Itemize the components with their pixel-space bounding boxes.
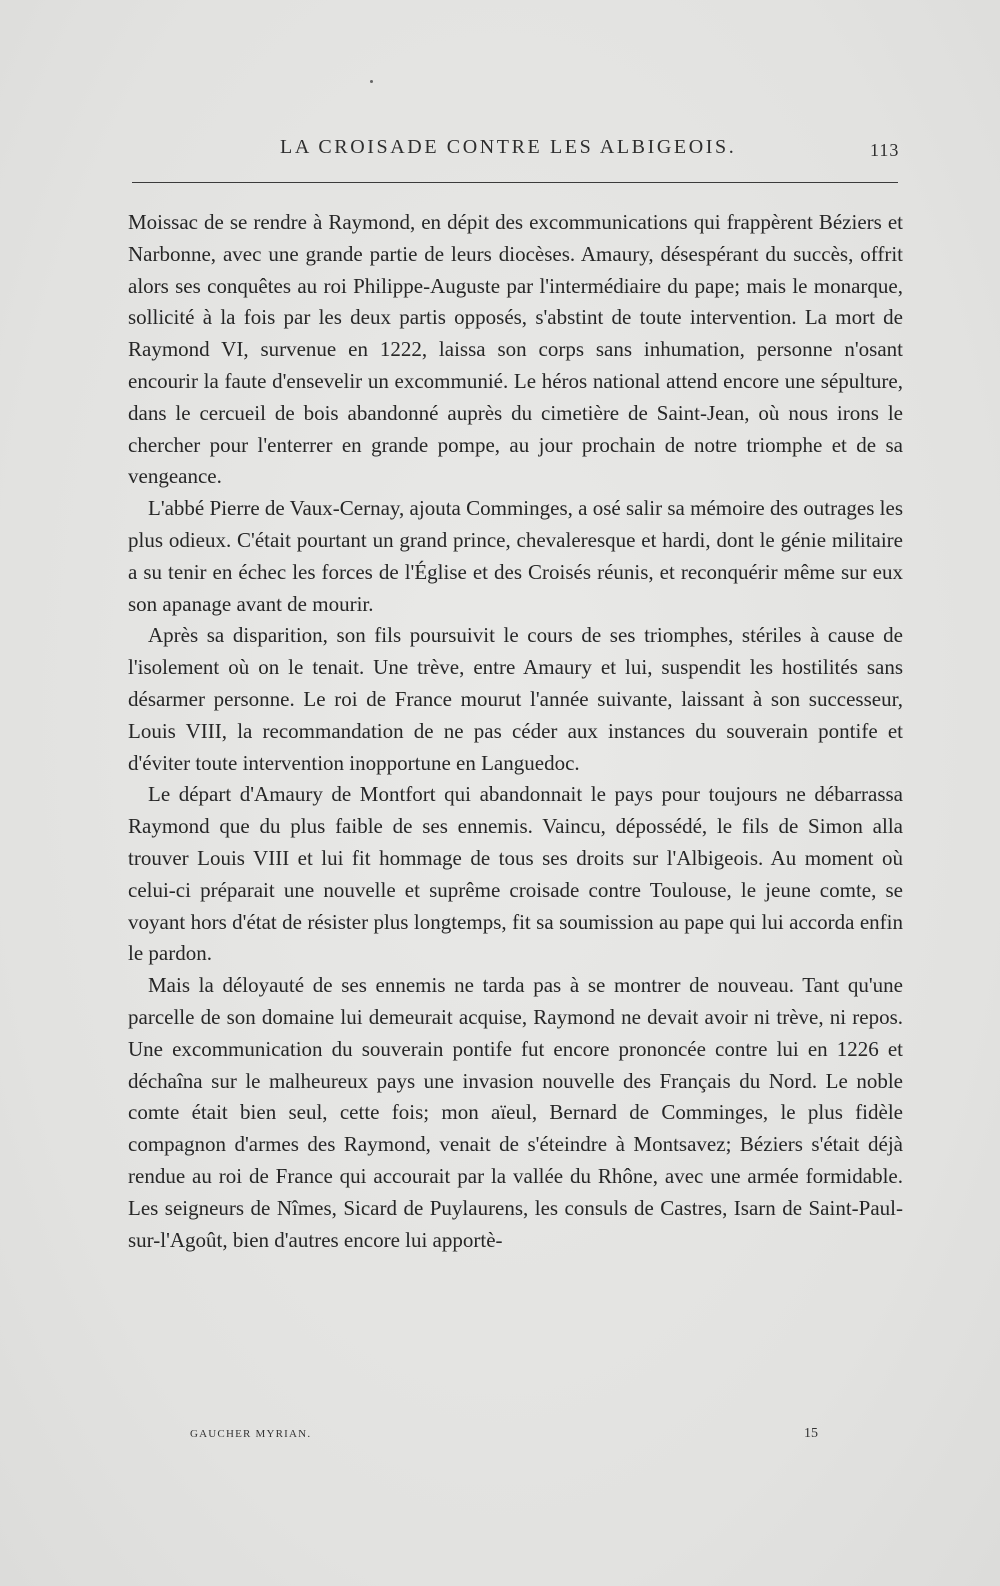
paragraph-4: Le départ d'Amaury de Montfort qui abandonnait le pays pour toujours ne débarrassa Raymond que du plus faible de ses ennemis. Vaincu, dépossédé, le fils de Simon alla trouver Louis VIII et lui fit hommage de tous ses droits sur l'Albigeois. Au moment où celui-ci préparait une nouvelle et suprême croisade contre Toulouse, le jeune comte, se voyant hors d'état de résister plus longtemps, fit sa soumission au pape qui lui accorda enfin le pardon.	[128, 782, 903, 966]
body-text	[128, 207, 903, 1256]
paragraph-1: Moissac de se rendre à Raymond, en dépit des excommunications qui frappèrent Béziers et Narbonne, avec une grande partie de leurs diocèses. Amaury, désespérant du succès, offrit alors ses conquêtes au roi Philippe-Auguste par l'intermédiaire du pape; mais le monarque, sollicité à la fois par les deux partis opposés, s'abstint de toute intervention. La mort de Raymond VI, survenue en 1222, laissa son corps sans inhumation, personne n'osant encourir la faute d'ensevelir un excommunié. Le héros national attend encore une sépulture, dans le cercueil de bois abandonné auprès du cimetière de Saint-Jean, où nous irons le chercher pour l'enterrer en grande pompe, au jour prochain de notre triomphe et de sa vengeance.	[128, 210, 903, 489]
running-title: LA CROISADE CONTRE LES ALBIGEOIS.	[280, 136, 737, 158]
header-rule	[132, 182, 898, 183]
paragraph-2: L'abbé Pierre de Vaux-Cernay, ajouta Comminges, a osé salir sa mémoire des outrages les plus odieux. C'était pourtant un grand prince, chevaleresque et hardi, dont le génie militaire a su tenir en échec les forces de l'Église et des Croisés réunis, et reconquérir même sur eux son apanage avant de mourir.	[128, 496, 903, 616]
paragraph-5: Mais la déloyauté de ses ennemis ne tarda pas à se montrer de nouveau. Tant qu'une parcelle de son domaine lui demeurait acquise, Raymond ne devait avoir ni trève, ni repos. Une excommunication du souverain pontife fut encore prononcée contre lui en 1226 et déchaîna sur le malheureux pays une invasion nouvelle des Français du Nord. Le noble comte était bien seul, cette fois; mon aïeul, Bernard de Comminges, le plus fidèle compagnon d'armes des Raymond, venait de s'éteindre à Montsavez; Béziers s'était déjà rendue au roi de France qui accourait par la vallée du Rhône, avec une armée formidable. Les seigneurs de Nîmes, Sicard de Puylaurens, les consuls de Castres, Isarn de Saint-Paul-sur-l'Agoût, bien d'autres encore lui apportè-	[128, 973, 903, 1252]
sheet-number: 15	[804, 1426, 818, 1441]
paragraph-3: Après sa disparition, son fils poursuivit le cours de ses triomphes, stériles à cause de l'isolement où on le tenait. Une trève, entre Amaury et lui, suspendit les hostilités sans désarmer personne. Le roi de France mourut l'année suivante, laissant à son successeur, Louis VIII, la recommandation de ne pas céder aux instances du souverain pontife et d'éviter toute intervention inopportune en Languedoc.	[128, 623, 903, 775]
signature-mark: GAUCHER MYRIAN.	[190, 1428, 312, 1440]
print-speck	[370, 80, 373, 83]
page-number: 113	[870, 140, 900, 160]
